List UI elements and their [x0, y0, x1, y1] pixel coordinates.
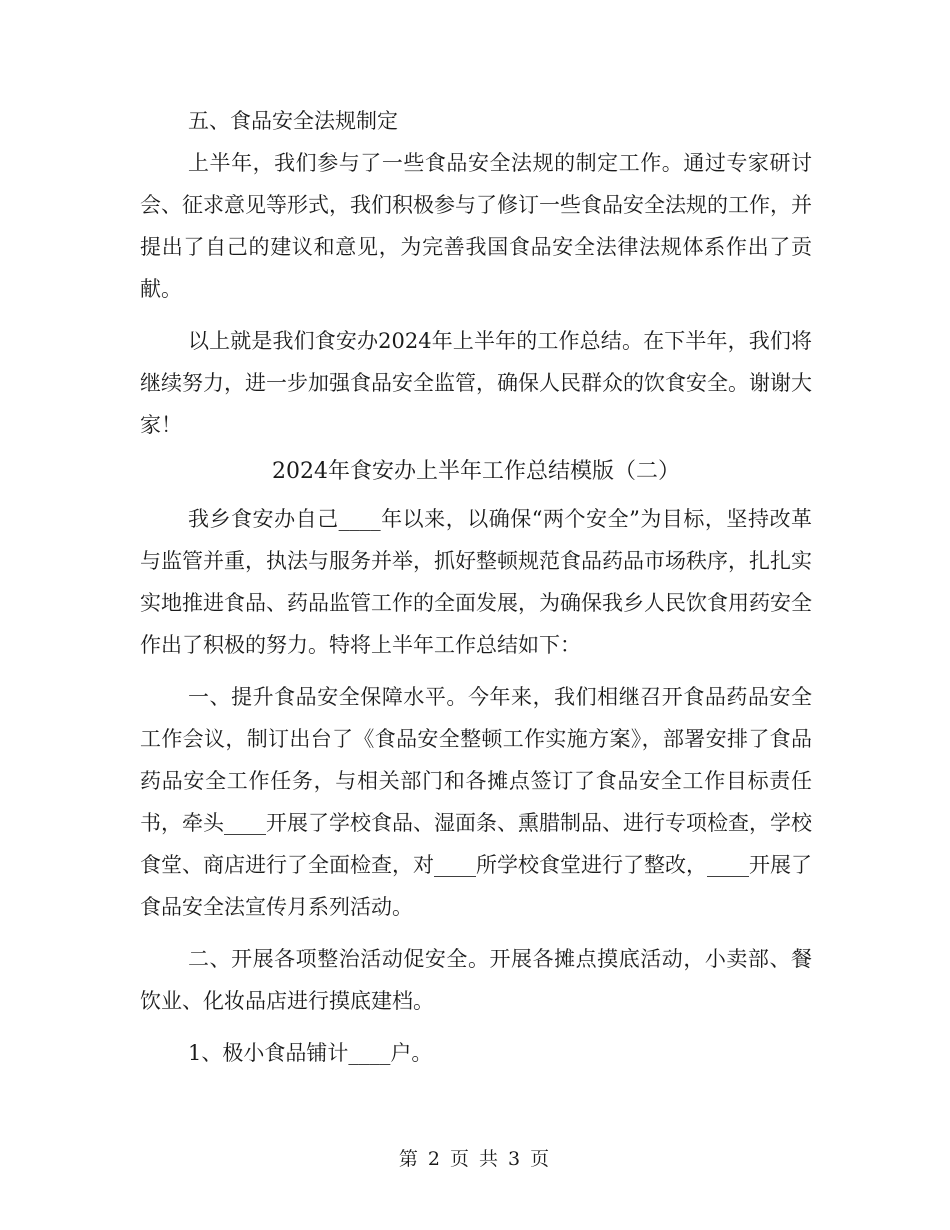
paragraph-gap: [140, 310, 812, 320]
paragraph-item-2-1: 1、极小食品铺计____户。: [188, 1041, 433, 1065]
paragraph-gap: [140, 1022, 812, 1032]
document-title: 2024年食安办上半年工作总结模版（二）: [272, 459, 680, 484]
paragraph-item-2: 二、开展各项整治活动促安全。开展各摊点摸底活动，小卖部、餐饮业、化妆品店进行摸底建档。: [140, 947, 812, 1013]
paragraph-gap: [140, 666, 812, 676]
paragraph-gap: [140, 928, 812, 938]
page-number-footer: 第 2 页 共 3 页: [398, 1148, 552, 1170]
section-heading-regulations: 五、食品安全法规制定: [188, 109, 398, 133]
paragraph-intro: 我乡食安办自己____年以来，以确保“两个安全”为目标，坚持改革与监管并重，执法与服务并举，抓好整顿规范食品药品市场秩序，扎扎实实地推进食品、药品监管工作的全面发展，为确保我乡人民饮食用药安全作出了积极的努力。特将上半年工作总结如下：: [140, 507, 812, 657]
document-body: [140, 100, 812, 1074]
paragraph-regulations: 上半年，我们参与了一些食品安全法规的制定工作。通过专家研讨会、征求意见等形式，我们积极参与了修订一些食品安全法规的工作，并提出了自己的建议和意见，为完善我国食品安全法律法规体系作出了贡献。: [140, 151, 812, 301]
paragraph-closing: 以上就是我们食安办2024年上半年的工作总结。在下半年，我们将继续努力，进一步加强食品安全监管，确保人民群众的饮食安全。谢谢大家！: [140, 329, 812, 437]
paragraph-item-1: 一、提升食品安全保障水平。今年来，我们相继召开食品药品安全工作会议，制订出台了《食品安全整顿工作实施方案》，部署安排了食品药品安全工作任务，与相关部门和各摊点签订了食品安全工作目标责任书，牵头____开展了学校食品、湿面条、熏腊制品、进行专项检查，学校食堂、商店进行了全面检查，对____所学校食堂进行了整改，____开展了食品安全法宣传月系列活动。: [140, 685, 812, 919]
